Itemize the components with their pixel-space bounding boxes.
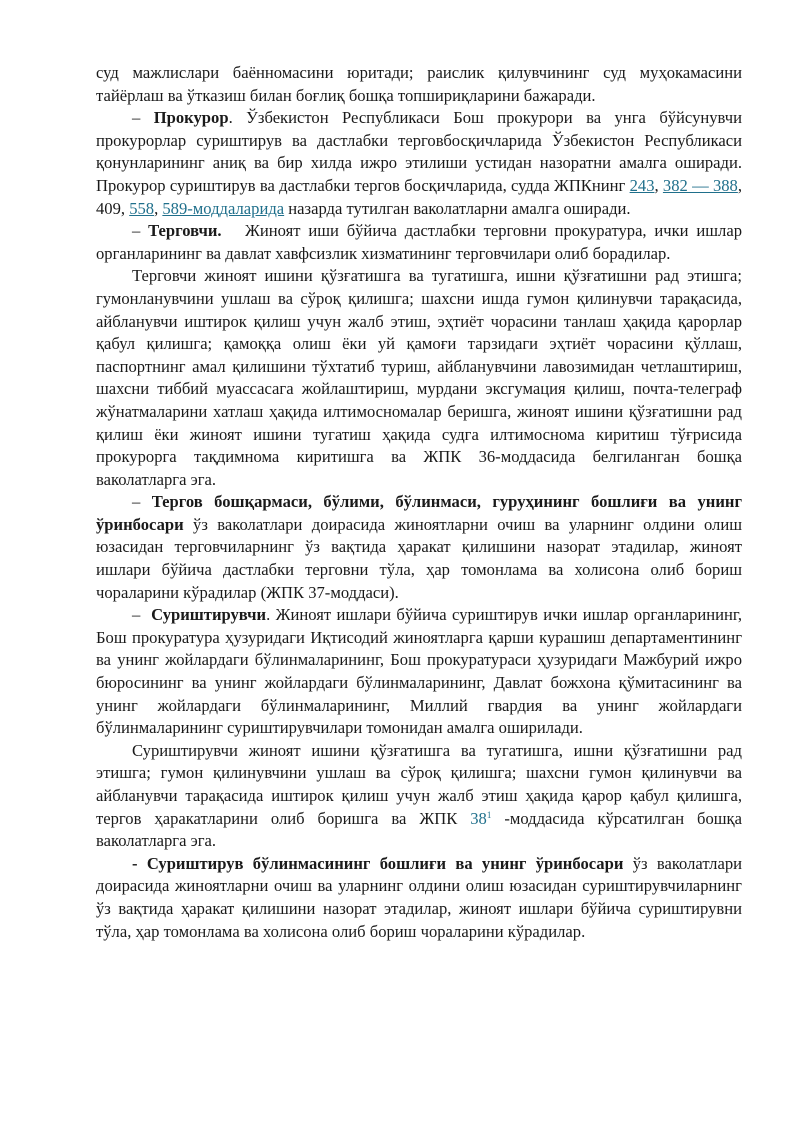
separator: , <box>654 175 663 195</box>
paragraph-inquirer <box>96 604 747 740</box>
article-superscript: 1 <box>486 809 492 820</box>
paragraph-text-tail: назарда тутилган ваколатларни амалга оширади. <box>284 198 631 218</box>
paragraph-text: Терговчи жиноят ишини қўзғатишга ва тугатишга, ишни қўзғатишни рад этишга; гумонланувчини ушлаш ва сўроқ қилишга; шахсни ишда гумон қилинувчи тарақасида, айбланувчи иштирок қилиш учун жалб этиш, эҳтиёт чорасини танлаш ҳақида қарорлар қабул қилишга; қамоққа олиш ёки уй қамоғи тарзидаги эҳтиёт чорасини қўллаш, паспортнинг амал қилишини тўхтатиб туриш, айбланувчини лавозимидан четлаштириш, шахсни тиббий муассасага жойлаштириш, мурдани эксгумация қилиш, почта-телеграф жўнатмаларини хатлаш ҳақида илтимосномалар беришга, жиноят ишини қўзғатишни рад қилиш ёки жиноят ишини тугатиш ҳақида судга илтимосномa киритиш тўғрисида прокурорга тақдимнома киритишга ва ЖПК 36-моддасида белгиланган бошқа ваколатларга эга. <box>96 266 742 489</box>
paragraph-court-secretary <box>96 62 742 107</box>
paragraph-prosecutor <box>96 107 742 220</box>
paragraph-text: ўз ваколатлари доирасида жиноятларни очиш ва уларнинг олдини олиш юзасидан суриштирувчиларнинг ўз вақтида ҳаракат қилишини назорат этадилар, жиноят ишлари бўйича суриштирувни тўла, ҳар томонлама ва холисона олиб бориш чораларини кўрадилар. <box>96 853 742 941</box>
paragraph-text: . Жиноят ишлари бўйича суриштирув ички ишлар органларининг, Бош прокуратура ҳузуридаги Иқтисодий жиноятларга қарши курашиш департаментининг ва унинг жойлардаги бўлинмаларининг, Бош прокуратураси ҳузуридаги Мажбурий ижро бюросининг ва унинг жойлардаги бўлинмаларининг, Давлат божхона қўмитасининг ва унинг жойлардаги бўлинмаларининг, Миллий гвардия ва унинг жойлардаги бўлинмаларининг суриштирувчилари томонидан амалга оширилади. <box>96 605 747 738</box>
paragraph-investigator-powers <box>96 265 742 491</box>
article-link-589[interactable]: 589-моддаларида <box>162 198 285 218</box>
dash: – <box>132 492 152 512</box>
paragraph-text: Суриштирувчи жиноят ишини қўзғатишга ва тугатишга, ишни қўзғатишни рад этишга; гумон қилинувчини ушлаш ва сўроқ қилишга; шахсни гумон қилинувчи ва айбланувчи тарақасида иштирок қилиш учун жалб этиш ҳақида қарор қабул қилишга, тергов ҳаракатларини олиб боришга ва ЖПК <box>96 740 742 828</box>
document-page <box>96 62 747 943</box>
paragraph-inquirer-powers <box>96 740 742 853</box>
dash: – <box>132 605 152 625</box>
term-inquiry-head: Суриштирув бўлинмасининг бошлиғи ва унинг ўринбосари <box>146 853 624 873</box>
paragraph-text-tail: -моддасида кўрсатилган бошқа ваколатларга эга. <box>96 808 742 851</box>
paragraph-text: Жиноят иши бўйича дастлабки терговни прокуратура, ички ишлар органларининг ва давлат хавфсизлик хизматининг терговчилари олиб борадилар. <box>96 221 747 263</box>
paragraph-text: . Ўзбекистон Республикаси Бош прокурори ва унга бўйсунувчи прокурорлар суриштирув ва дастлабки терговбосқичларида Ўзбекистон Республикаси қонунларининг аниқ ва бир хилда ижро этилиши устидан назоратни амалга оширади. Прокурор суриштирув ва дастлабки тергов босқичларида, судда ЖПКнинг <box>96 108 742 195</box>
article-link-243[interactable]: 243 <box>629 175 655 195</box>
paragraph-text: суд мажлислари баённомасини юритади; раислик қилувчининг суд муҳокамасини тайёрлаш ва ўтказиш билан боғлиқ бошқа топшириқларини бажаради. <box>96 63 742 105</box>
article-link-382-388[interactable]: 382 — 388 <box>662 175 738 195</box>
paragraph-text: ўз ваколатлари доирасида жиноятларни очиш ва уларнинг олдини олиш юзасидан терговчиларнинг ўз вақтида ҳаракат қилишини назорат этадилар, жиноят ишлари бўйича дастлабки терговни тўла, ҳар томонлама ва холисона олиб бориш чораларини кўрадилар (ЖПК 37-моддаси). <box>96 514 742 602</box>
dash: – <box>132 108 154 128</box>
term-investigation-head: Тергов бошқармаси, бўлими, бўлинмаси, гуруҳининг бошлиғи ва унинг ўринбосари <box>96 492 743 534</box>
article-link-38[interactable]: 38 <box>470 808 487 828</box>
term-inquirer: Суриштирувчи <box>151 605 267 625</box>
paragraph-investigator <box>96 220 747 265</box>
article-link-558[interactable]: 558 <box>129 198 155 218</box>
term-prosecutor: Прокурор <box>153 108 229 128</box>
term-investigator: Терговчи. <box>148 221 222 241</box>
separator: , 409, <box>96 175 743 218</box>
dash: – <box>132 221 149 241</box>
paragraph-investigation-head <box>96 491 742 604</box>
separator: , <box>154 198 163 218</box>
dash: - <box>132 853 147 873</box>
paragraph-inquiry-head <box>96 853 742 943</box>
